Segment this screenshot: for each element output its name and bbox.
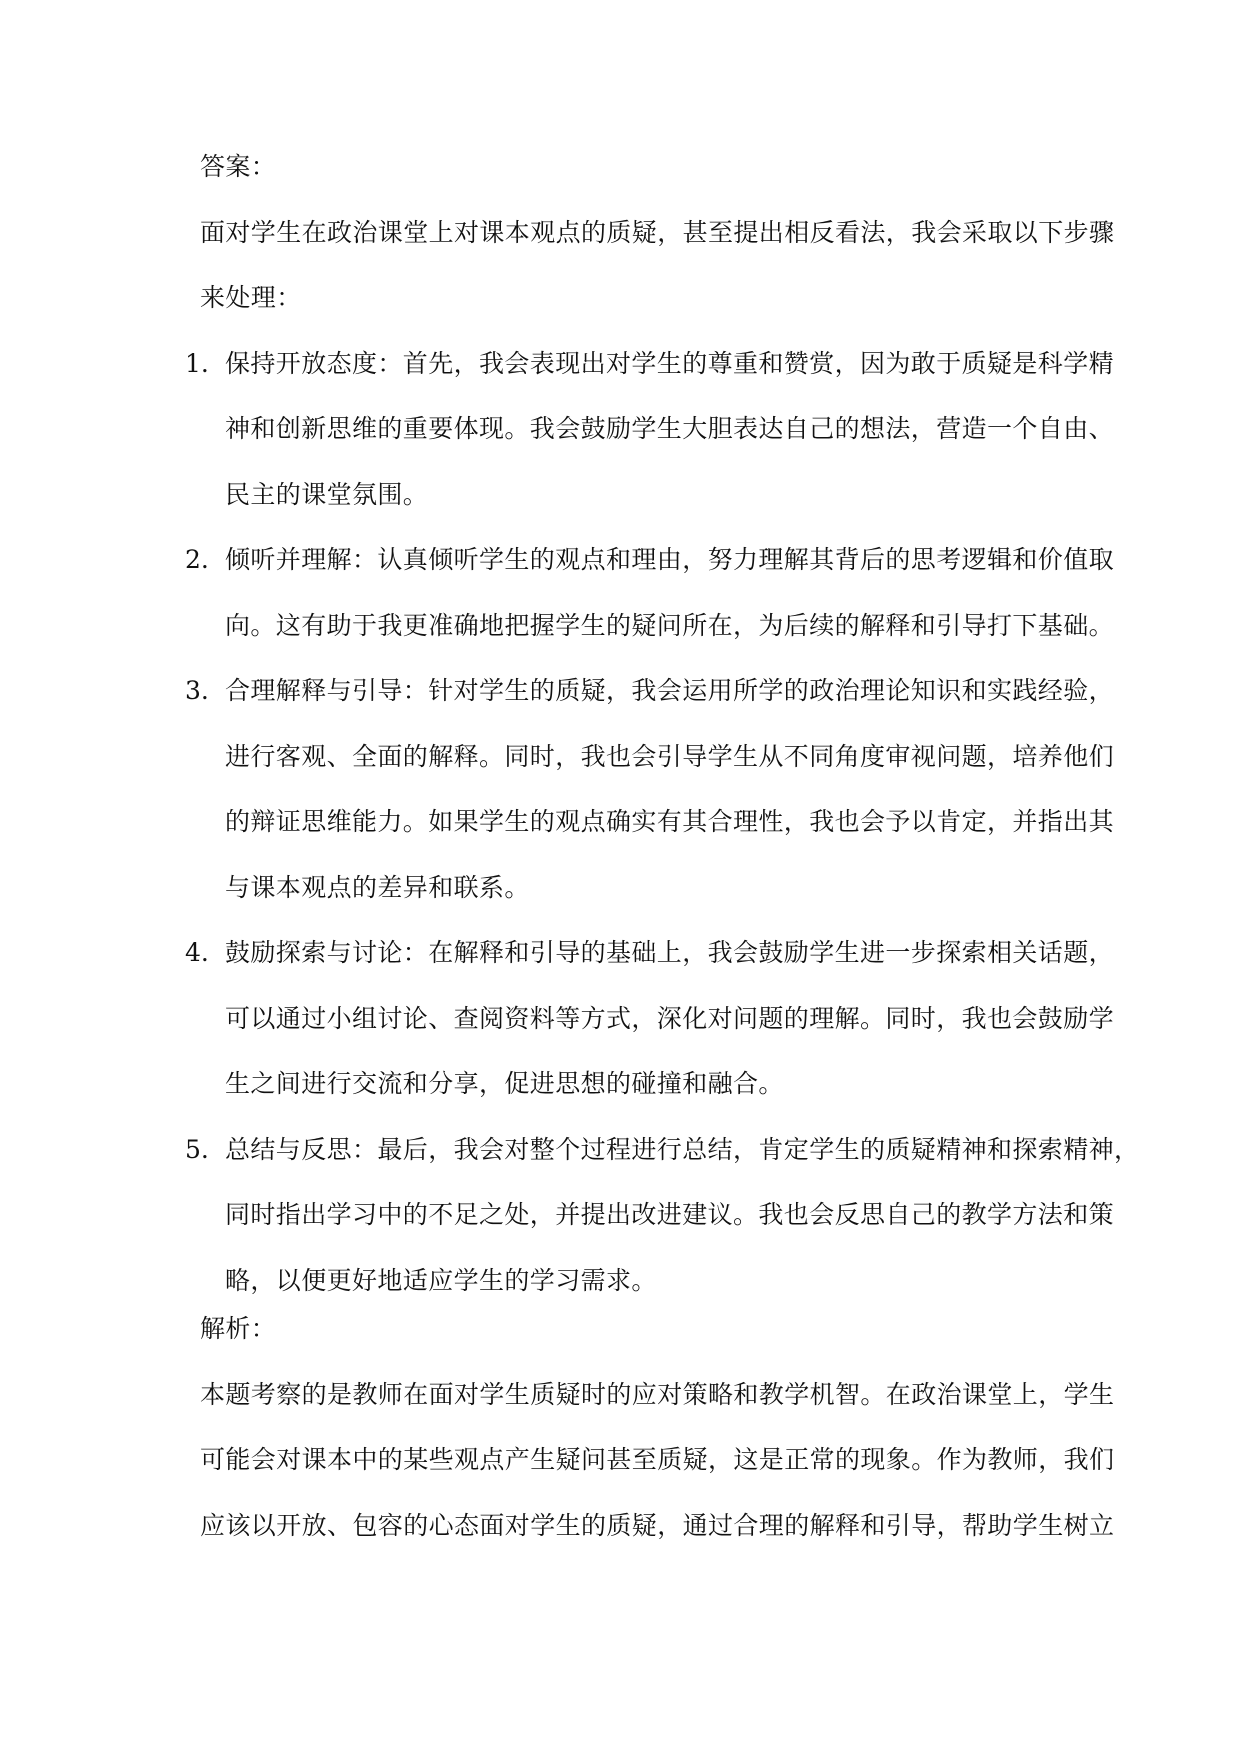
list-item-line: 可以通过小组讨论、查阅资料等方式，深化对问题的理解。同时，我也会鼓励学 — [225, 1004, 1115, 1033]
list-item-number: 1. — [185, 349, 209, 378]
list-item-line: 生之间进行交流和分享，促进思想的碰撞和融合。 — [225, 1069, 784, 1098]
list-item-number: 3. — [185, 676, 209, 705]
list-item-line: 倾听并理解：认真倾听学生的观点和理由，努力理解其背后的思考逻辑和价值取 — [225, 545, 1115, 574]
list-item-line: 同时指出学习中的不足之处，并提出改进建议。我也会反思自己的教学方法和策 — [225, 1200, 1115, 1229]
analysis-line-2: 可能会对课本中的某些观点产生疑问甚至质疑，这是正常的现象。作为教师，我们 — [200, 1445, 1115, 1474]
list-item-line: 神和创新思维的重要体现。我会鼓励学生大胆表达自己的想法，营造一个自由、 — [225, 414, 1115, 443]
analysis-line-1: 本题考察的是教师在面对学生质疑时的应对策略和教学机智。在政治课堂上，学生 — [200, 1380, 1115, 1409]
answer-heading: 答案： — [200, 152, 277, 181]
list-item-line: 略，以便更好地适应学生的学习需求。 — [225, 1266, 657, 1295]
list-item-line: 进行客观、全面的解释。同时，我也会引导学生从不同角度审视问题，培养他们 — [225, 742, 1115, 771]
list-item-number: 5. — [185, 1135, 209, 1164]
intro-line-1: 面对学生在政治课堂上对课本观点的质疑，甚至提出相反看法，我会采取以下步骤 — [200, 218, 1115, 247]
list-item-number: 4. — [185, 938, 209, 967]
list-item-line: 民主的课堂氛围。 — [225, 480, 429, 509]
list-item-line: 总结与反思：最后，我会对整个过程进行总结，肯定学生的质疑精神和探索精神， — [225, 1135, 1140, 1164]
list-item-line: 向。这有助于我更准确地把握学生的疑问所在，为后续的解释和引导打下基础。 — [225, 611, 1115, 640]
analysis-line-3: 应该以开放、包容的心态面对学生的质疑，通过合理的解释和引导，帮助学生树立 — [200, 1511, 1115, 1540]
list-item-number: 2. — [185, 545, 209, 574]
analysis-heading: 解析： — [200, 1314, 277, 1343]
list-item-line: 保持开放态度：首先，我会表现出对学生的尊重和赞赏，因为敢于质疑是科学精 — [225, 349, 1115, 378]
list-item-line: 鼓励探索与讨论：在解释和引导的基础上，我会鼓励学生进一步探索相关话题， — [225, 938, 1115, 967]
list-item-line: 与课本观点的差异和联系。 — [225, 873, 530, 902]
intro-line-2: 来处理： — [200, 283, 302, 312]
list-item-line: 的辩证思维能力。如果学生的观点确实有其合理性，我也会予以肯定，并指出其 — [225, 807, 1115, 836]
list-item-line: 合理解释与引导：针对学生的质疑，我会运用所学的政治理论知识和实践经验， — [225, 676, 1115, 705]
